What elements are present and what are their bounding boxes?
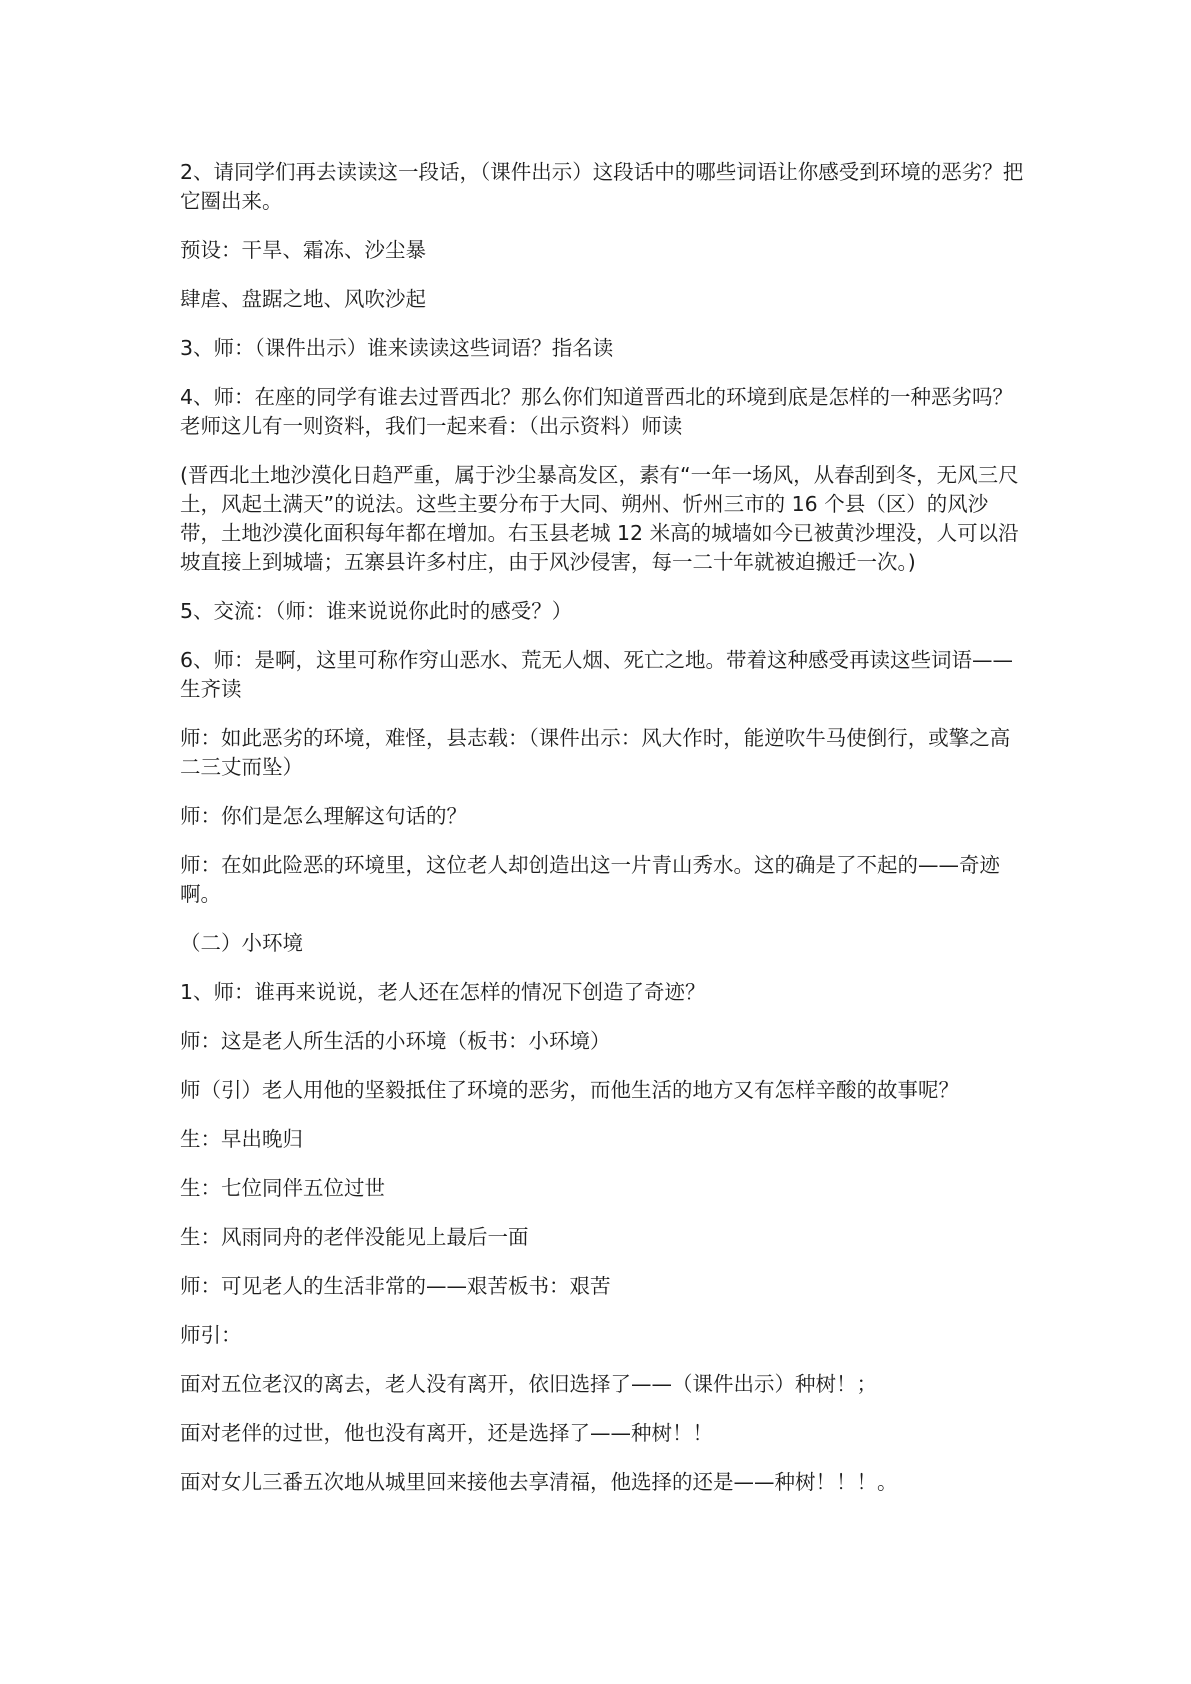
paragraph-reference-material: (晋西北土地沙漠化日趋严重，属于沙尘暴高发区，素有“一年一场风，从春刮到冬，无风三尺土，风起土满天”的说法。这些主要分布于大同、朔州、忻州三市的 16 个县（区）的风沙带，土地沙漠化面积每年都在增加。右玉县老城 12 米高的城墙如今已被黄沙埋没，人可以沿坡直接上到城墙；五寨县许多村庄，由于风沙侵害，每一二十年就被迫搬迁一次。) — [180, 463, 1019, 574]
paragraph-item-6-teacher: 6、师：是啊，这里可称作穷山恶水、荒无人烟、死亡之地。带着这种感受再读这些词语——生齐读 — [180, 648, 1014, 701]
paragraph-teacher-guide: 师（引）老人用他的坚毅抵住了环境的恶劣，而他生活的地方又有怎样辛酸的故事呢？ — [180, 1078, 959, 1102]
paragraph-teacher-lead: 师引： — [180, 1323, 242, 1347]
paragraph-teacher-miracle: 师：在如此险恶的环境里，这位老人却创造出这一片青山秀水。这的确是了不起的——奇迹啊。 — [180, 853, 1000, 906]
paragraph-student-answer-3: 生：风雨同舟的老伴没能见上最后一面 — [180, 1225, 529, 1249]
paragraph-facing-daughter: 面对女儿三番五次地从城里回来接他去享清福，他选择的还是——种树！！！。 — [180, 1470, 898, 1494]
paragraph-item-5-exchange: 5、交流：（师：谁来说说你此时的感受？） — [180, 599, 573, 623]
paragraph-facing-wife: 面对老伴的过世，他也没有离开，还是选择了——种树！！ — [180, 1421, 713, 1445]
paragraph-teacher-blackboard: 师：这是老人所生活的小环境（板书：小环境） — [180, 1029, 611, 1053]
paragraph-item-2-circle-words: 2、请同学们再去读读这一段话，（课件出示）这段话中的哪些词语让你感受到环境的恶劣？把它圈出来。 — [180, 160, 1024, 213]
document-body — [180, 158, 1025, 1517]
paragraph-preset-words-continued: 肆虐、盘踞之地、风吹沙起 — [180, 287, 426, 311]
paragraph-item-3-read-words: 3、师：（课件出示）谁来读读这些词语？指名读 — [180, 336, 614, 360]
paragraph-student-answer-2: 生：七位同伴五位过世 — [180, 1176, 385, 1200]
paragraph-county-record: 师：如此恶劣的环境，难怪，县志载：（课件出示：风大作时，能逆吹牛马使倒行，或擎之高二三丈而坠） — [180, 726, 1011, 779]
paragraph-item-4-northwest: 4、师：在座的同学有谁去过晋西北？那么你们知道晋西北的环境到底是怎样的一种恶劣吗？老师这儿有一则资料，我们一起来看：（出示资料）师读 — [180, 385, 1014, 438]
paragraph-facing-departure: 面对五位老汉的离去，老人没有离开，依旧选择了——（课件出示）种树！； — [180, 1372, 877, 1396]
paragraph-item-1-teacher: 1、师：谁再来说说，老人还在怎样的情况下创造了奇迹？ — [180, 980, 706, 1004]
section-heading-small-environment: （二）小环境 — [180, 931, 303, 955]
paragraph-student-answer-1: 生：早出晚归 — [180, 1127, 303, 1151]
paragraph-teacher-question: 师：你们是怎么理解这句话的？ — [180, 804, 467, 828]
paragraph-preset-words: 预设：干旱、霜冻、沙尘暴 — [180, 238, 426, 262]
paragraph-teacher-hardship: 师：可见老人的生活非常的——艰苦板书：艰苦 — [180, 1274, 611, 1298]
